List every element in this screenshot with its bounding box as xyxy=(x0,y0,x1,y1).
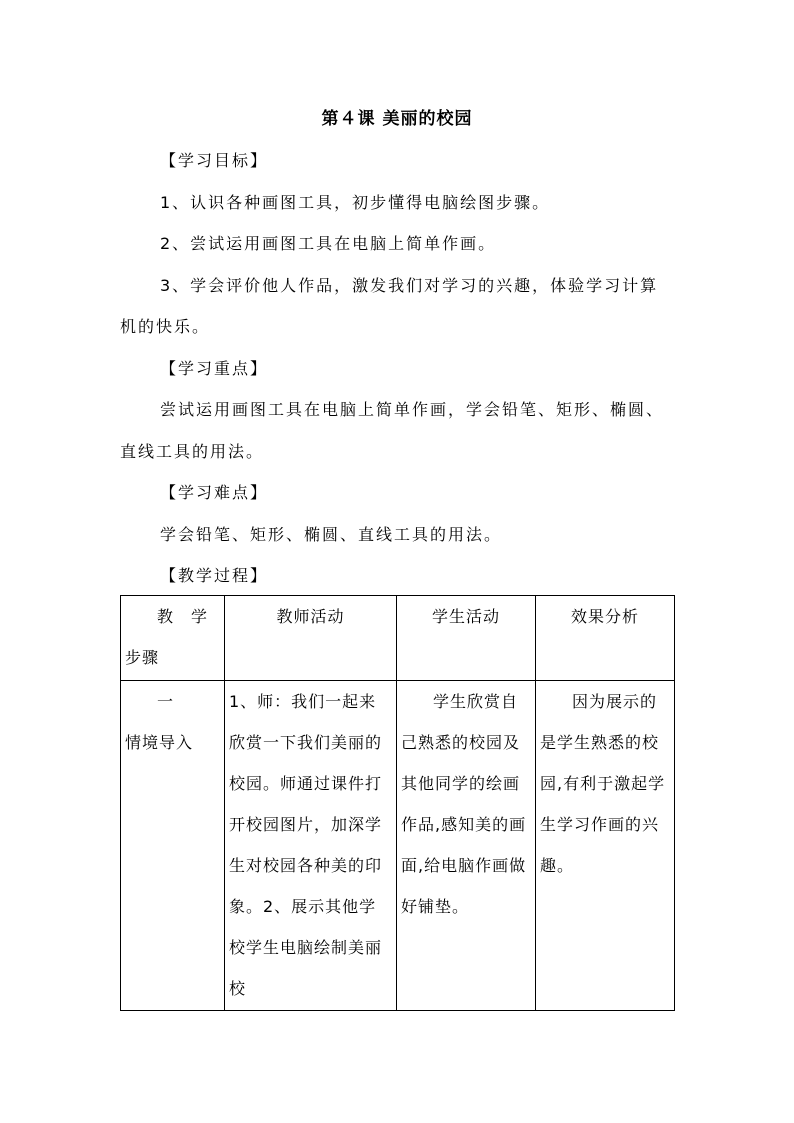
objective-2: 2、尝试运用画图工具在电脑上简单作画。 xyxy=(160,234,497,253)
objective-1: 1、认识各种画图工具，初步懂得电脑绘图步骤。 xyxy=(160,193,551,212)
objective-3-cont: 机的快乐。 xyxy=(120,317,211,336)
key-line-2: 直线工具的用法。 xyxy=(120,442,265,461)
cell-step: 一 情境导入 xyxy=(121,681,225,1011)
teaching-process-table xyxy=(120,595,675,1011)
objective-3: 3、学会评价他人作品，激发我们对学习的兴趣，体验学习计算 xyxy=(160,276,659,295)
header-teacher: 教师活动 xyxy=(225,596,397,681)
difficulty-line: 学会铅笔、矩形、椭圆、直线工具的用法。 xyxy=(160,525,503,544)
key-line-1: 尝试运用画图工具在电脑上简单作画，学会铅笔、矩形、椭圆、 xyxy=(160,400,665,419)
header-step: 教 学 步骤 xyxy=(121,596,225,681)
table-header-row xyxy=(121,596,675,681)
key-heading: 【学习重点】 xyxy=(160,359,269,378)
table-row xyxy=(121,681,675,1011)
objectives-heading: 【学习目标】 xyxy=(160,151,269,170)
page-title: 第４课 美丽的校园 xyxy=(321,109,473,129)
header-effect: 效果分析 xyxy=(536,596,675,681)
header-student: 学生活动 xyxy=(397,596,536,681)
process-heading: 【教学过程】 xyxy=(160,566,269,585)
difficulty-heading: 【学习难点】 xyxy=(160,483,269,502)
cell-teacher: 1、师：我们一起来欣赏一下我们美丽的校园。师通过课件打开校园图片，加深学生对校园各种美的印象。2、展示其他学校学生电脑绘制美丽校 xyxy=(225,681,397,1011)
cell-effect: 因为展示的是学生熟悉的校园,有利于激起学生学习作画的兴趣。 xyxy=(536,681,675,1011)
cell-student: 学生欣赏自己熟悉的校园及其他同学的绘画作品,感知美的画面,给电脑作画做好铺垫。 xyxy=(397,681,536,1011)
